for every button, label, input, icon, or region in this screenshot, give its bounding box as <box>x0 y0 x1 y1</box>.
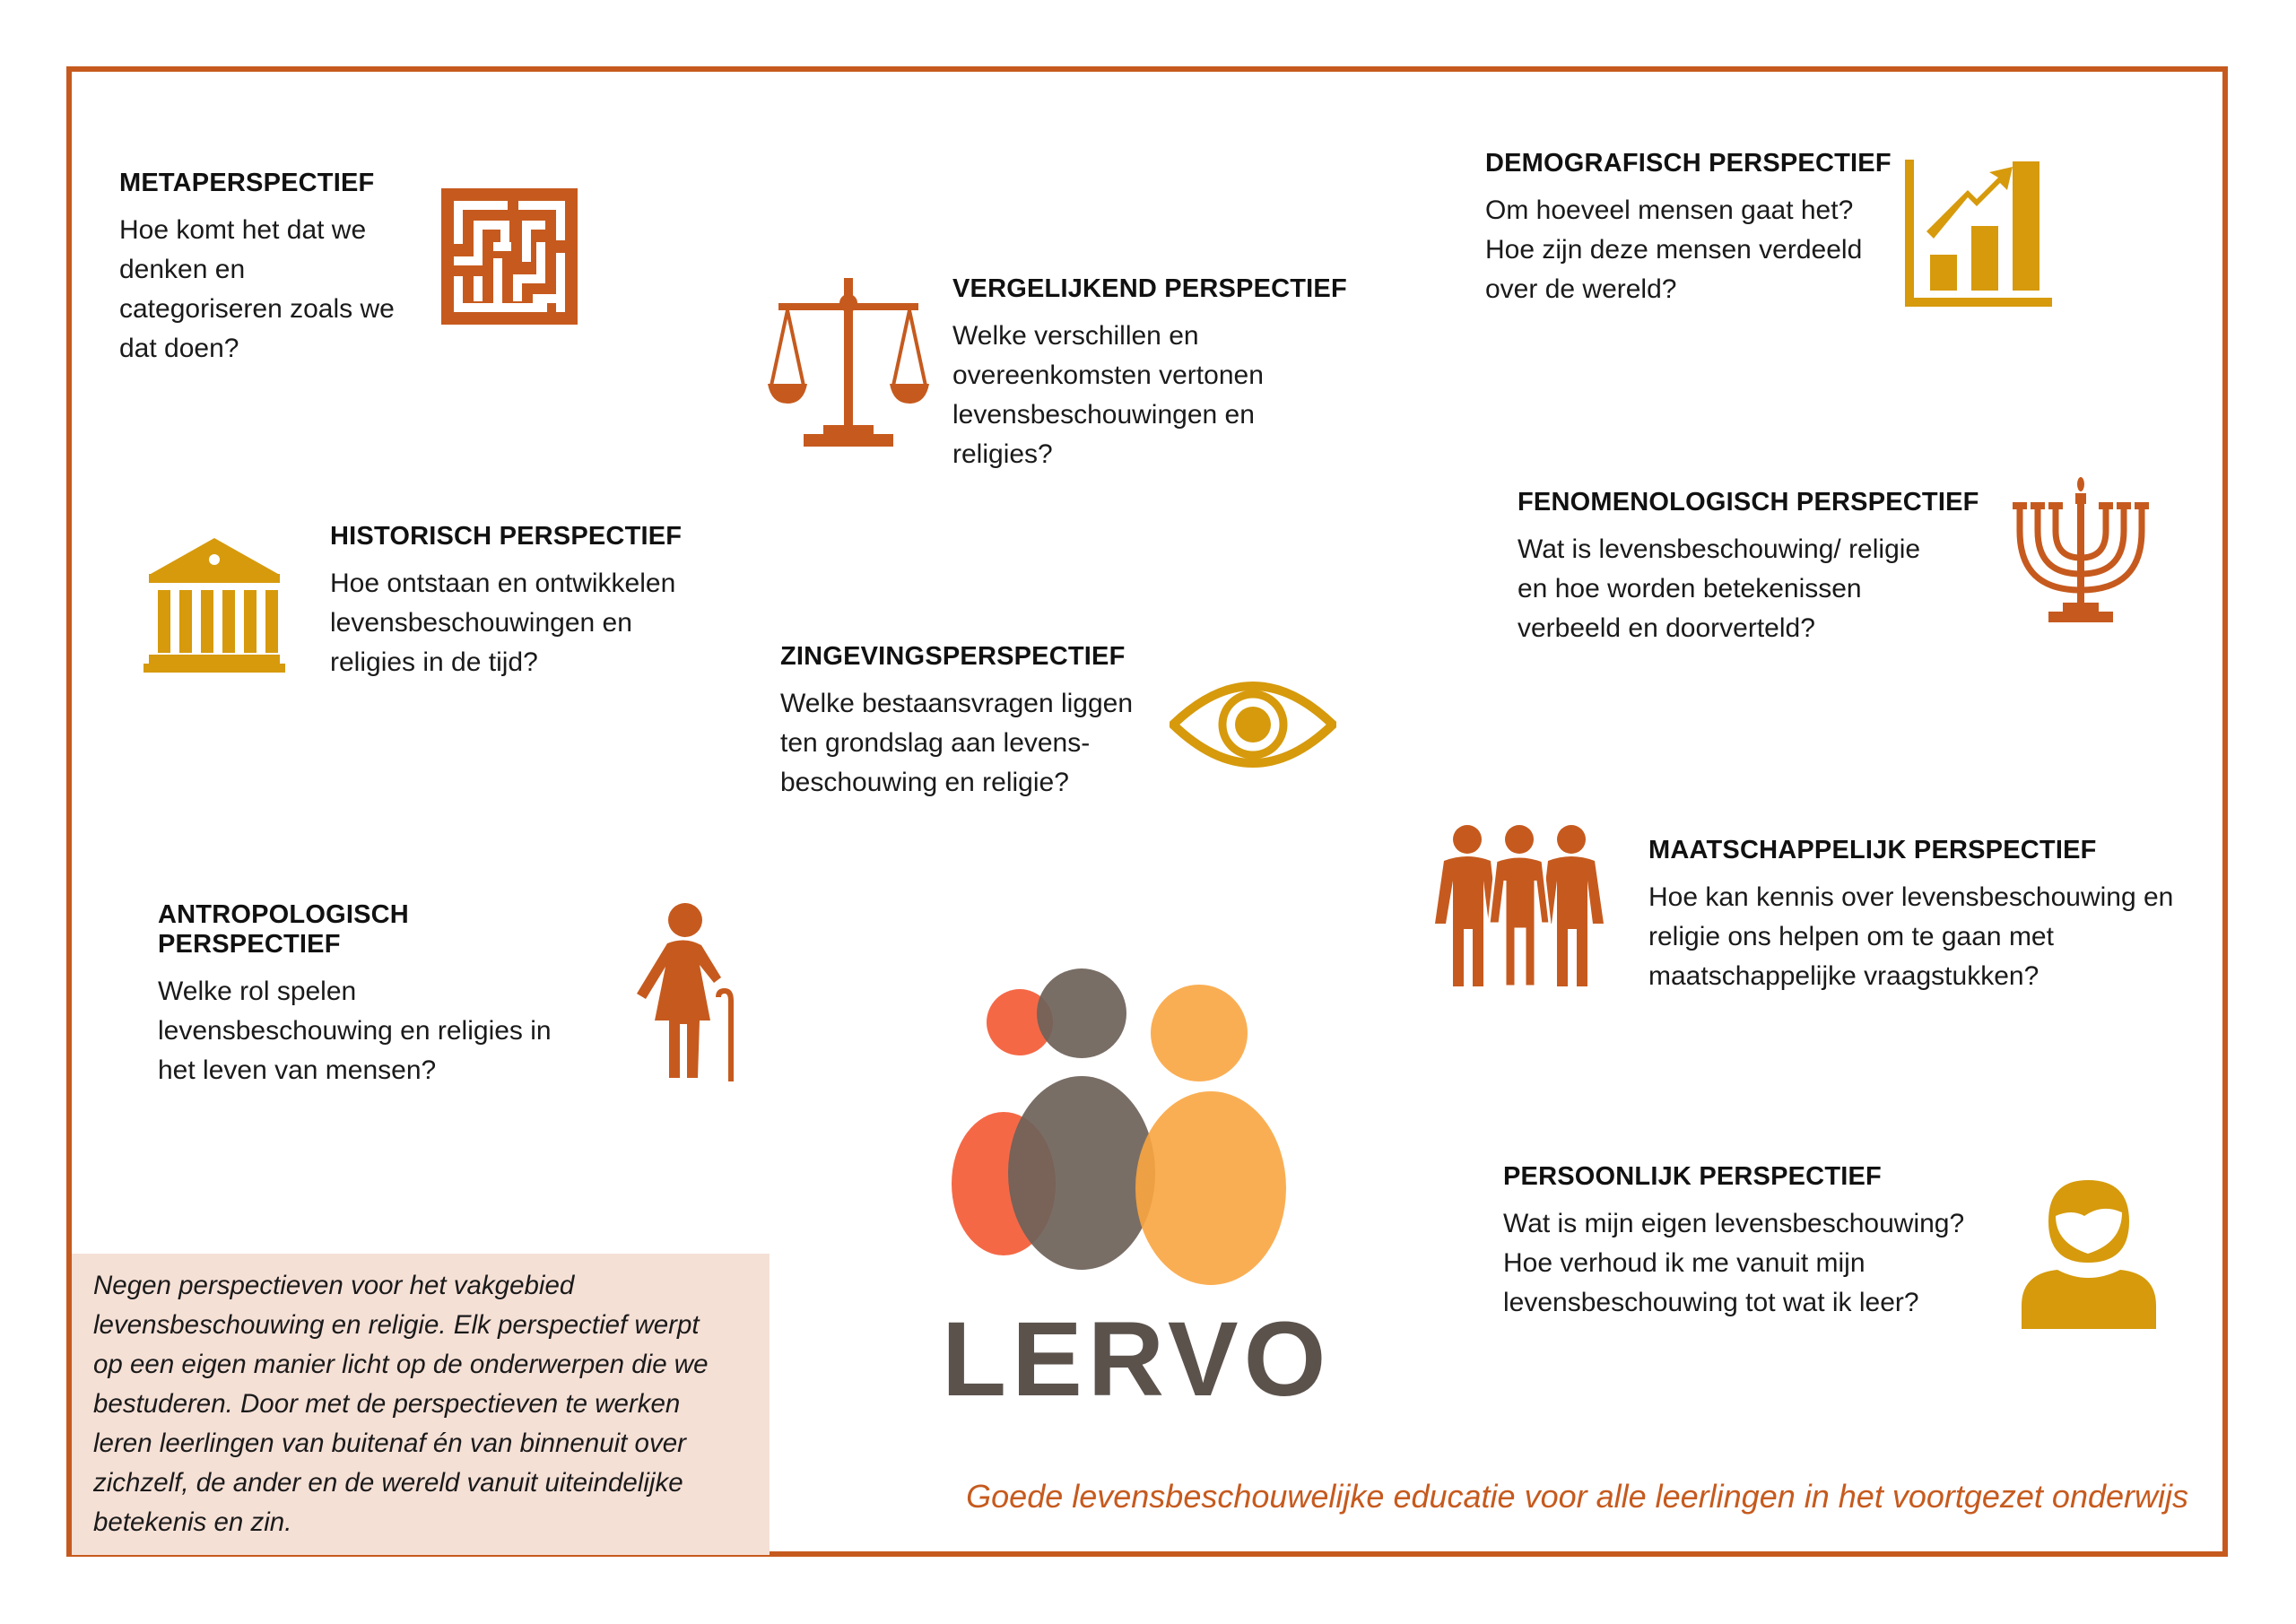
societal-perspective-line-1: Hoe kan kennis over levensbeschouwing en <box>1648 882 2174 912</box>
historical-perspective-line-3: religies in de tijd? <box>330 647 538 677</box>
demographic-perspective-line-2: Hoe zijn deze mensen verdeeld <box>1485 235 1863 265</box>
people-group-icon <box>1431 825 1607 986</box>
meta-perspective-line-1: Hoe komt het dat we <box>119 215 367 245</box>
intro-note-line-1: Negen perspectieven voor het vakgebied <box>93 1271 575 1300</box>
lervo-logo-figures <box>944 968 1302 1311</box>
societal-perspective-line-3: maatschappelijke vraagstukken? <box>1648 961 2039 991</box>
meta-perspective-block <box>119 169 424 369</box>
lervo-logo-text: LERVO <box>942 1300 1332 1419</box>
anthropological-perspective-line-1: Welke rol spelen <box>158 977 357 1006</box>
phenomenological-perspective-title: FENOMENOLOGISCH PERSPECTIEF <box>1518 488 1979 517</box>
intro-note-box <box>72 1254 770 1555</box>
meaning-perspective-block <box>780 642 1157 803</box>
historical-perspective-line-2: levensbeschouwingen en <box>330 608 632 638</box>
intro-note-line-2: levensbeschouwing en religie. Elk perspectief werpt <box>93 1310 700 1340</box>
comparative-perspective-line-4: religies? <box>952 439 1053 469</box>
demographic-perspective-block <box>1485 149 1907 309</box>
meaning-perspective-line-3: beschouwing en religie? <box>780 768 1069 797</box>
comparative-perspective-title: VERGELIJKEND PERSPECTIEF <box>952 274 1347 303</box>
comparative-perspective-line-1: Welke verschillen en <box>952 321 1199 351</box>
personal-perspective-line-2: Hoe verhoud ik me vanuit mijn <box>1503 1248 1866 1278</box>
comparative-perspective-line-2: overeenkomsten vertonen <box>952 360 1264 390</box>
meta-perspective-line-2: denken en <box>119 255 246 284</box>
comparative-perspective-block <box>952 274 1365 474</box>
intro-note-line-5: leren leerlingen van buitenaf én van binnenuit over <box>93 1429 686 1458</box>
demographic-perspective-line-3: over de wereld? <box>1485 274 1677 304</box>
personal-perspective-line-3: levensbeschouwing tot wat ik leer? <box>1503 1288 1919 1317</box>
historical-perspective-title: HISTORISCH PERSPECTIEF <box>330 522 683 551</box>
personal-perspective-line-1: Wat is mijn eigen levensbeschouwing? <box>1503 1209 1965 1238</box>
maze-icon <box>441 188 578 325</box>
bar-chart-icon <box>1905 160 2052 307</box>
societal-perspective-title: MAATSCHAPPELIJK PERSPECTIEF <box>1648 836 2097 864</box>
menorah-icon <box>2009 477 2152 631</box>
anthropological-perspective-block <box>158 900 588 1090</box>
meta-perspective-title: METAPERSPECTIEF <box>119 169 375 197</box>
personal-perspective-title: PERSOONLIJK PERSPECTIEF <box>1503 1162 1882 1191</box>
anthropological-perspective-line-2: levensbeschouwing en religies in <box>158 1016 552 1046</box>
eye-icon <box>1170 674 1336 775</box>
meta-perspective-line-4: dat doen? <box>119 334 239 363</box>
phenomenological-perspective-line-1: Wat is levensbeschouwing/ religie <box>1518 534 1921 564</box>
demographic-perspective-title: DEMOGRAFISCH PERSPECTIEF <box>1485 149 1892 178</box>
elderly-person-icon <box>628 902 750 1081</box>
intro-note-line-7: betekenis en zin. <box>93 1507 292 1537</box>
societal-perspective-block <box>1648 836 2205 996</box>
intro-note-line-6: zichzelf, de ander en de wereld vanuit uiteindelijke <box>93 1468 683 1498</box>
person-icon <box>2022 1180 2156 1329</box>
historical-perspective-block <box>330 522 707 682</box>
historical-perspective-line-1: Hoe ontstaan en ontwikkelen <box>330 569 676 598</box>
comparative-perspective-line-3: levensbeschouwingen en <box>952 400 1255 430</box>
personal-perspective-block <box>1503 1162 2005 1323</box>
meaning-perspective-line-2: ten grondslag aan levens- <box>780 728 1091 758</box>
tagline: Goede levensbeschouwelijke educatie voor alle leerlingen in het voortgezet onderwijs <box>966 1478 2188 1515</box>
societal-perspective-line-2: religie ons helpen om te gaan met <box>1648 922 2054 951</box>
meaning-perspective-line-1: Welke bestaansvragen liggen <box>780 689 1134 718</box>
intro-note-line-4: bestuderen. Door met de perspectieven te werken <box>93 1389 681 1419</box>
meta-perspective-line-3: categoriseren zoals we <box>119 294 395 324</box>
phenomenological-perspective-line-3: verbeeld en doorverteld? <box>1518 613 1815 643</box>
meaning-perspective-title: ZINGEVINGSPERSPECTIEF <box>780 642 1126 671</box>
scales-icon <box>768 278 929 448</box>
phenomenological-perspective-block <box>1518 488 1984 648</box>
phenomenological-perspective-line-2: en hoe worden betekenissen <box>1518 574 1862 604</box>
demographic-perspective-line-1: Om hoeveel mensen gaat het? <box>1485 195 1854 225</box>
anthropological-perspective-title: ANTROPOLOGISCH PERSPECTIEF <box>158 900 409 959</box>
temple-icon <box>144 538 285 673</box>
intro-note-line-3: op een eigen manier licht op de onderwerpen die we <box>93 1350 709 1379</box>
anthropological-perspective-line-3: het leven van mensen? <box>158 1055 437 1085</box>
